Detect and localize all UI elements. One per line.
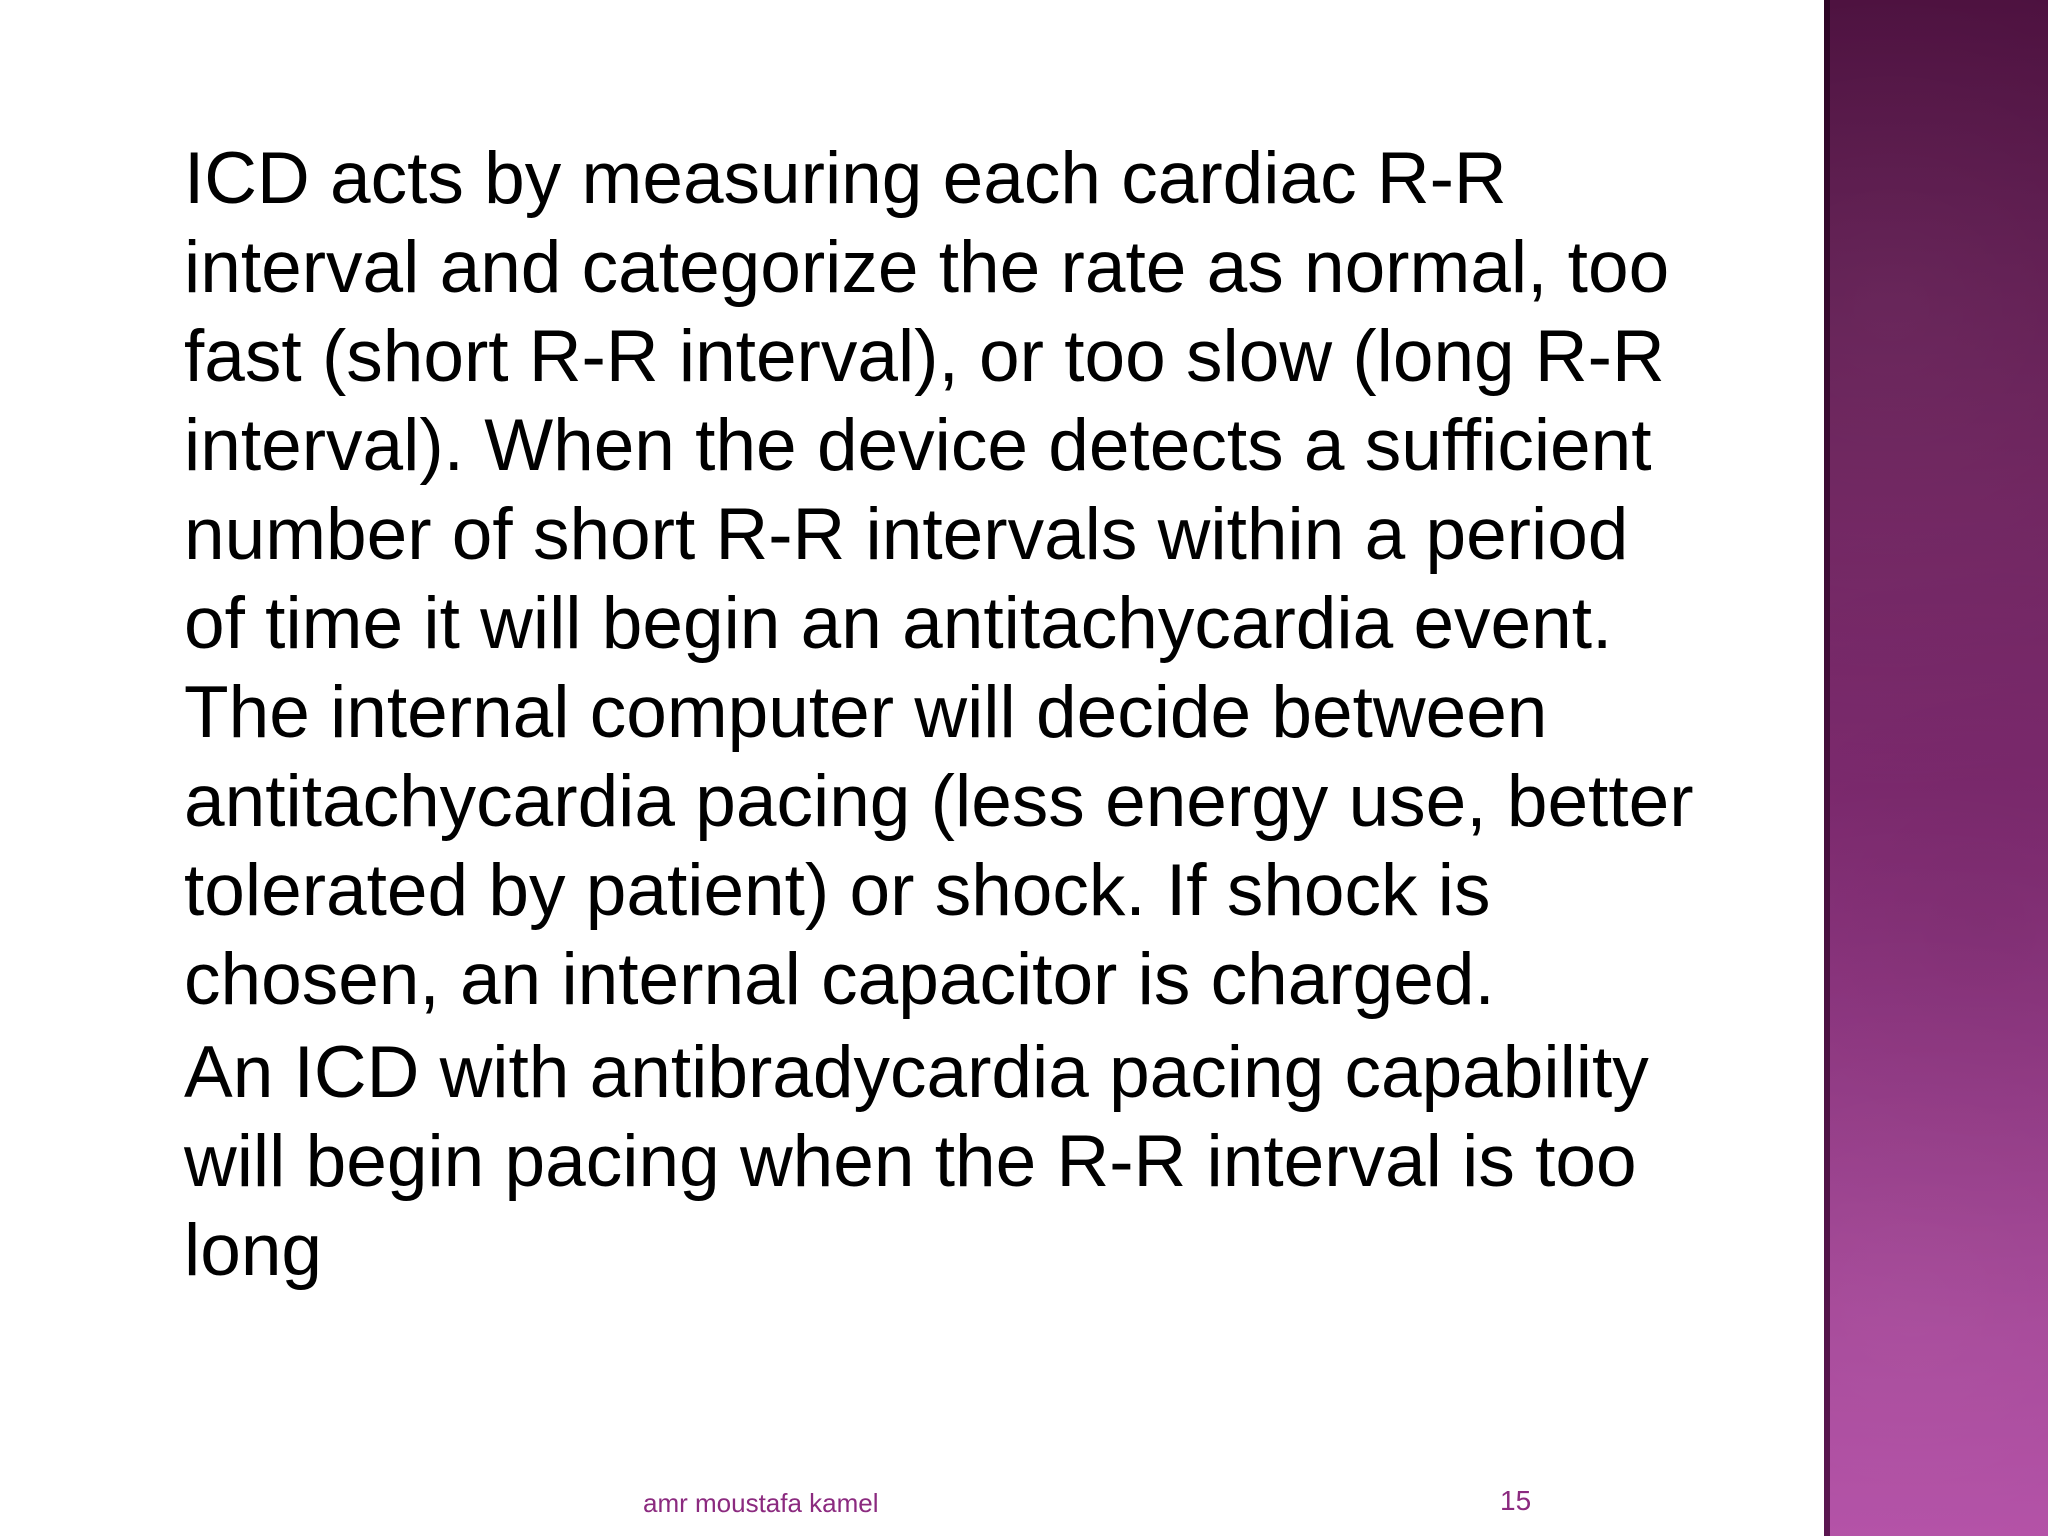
body-paragraph-2: An ICD with antibradycardia pacing capability will begin pacing when the R-R interval is too long	[184, 1032, 1649, 1291]
slide-number: 15	[1500, 1485, 1532, 1516]
decorative-side-band	[1824, 0, 2048, 1536]
footer-author: amr moustafa kamel	[643, 1488, 879, 1518]
body-paragraph-1: ICD acts by measuring each cardiac R-R interval and categorize the rate as normal, too fast (short R-R interval), or too slow (long R-R interval). When the device detects a sufficient number of short R-R intervals within a period of time it will begin an antitachycardia event. The internal computer will decide between antitachycardia pacing (less energy use, better tolerated by patient) or shock. If shock is chosen, an internal capacitor is charged.	[184, 138, 1694, 1020]
slide-body	[184, 134, 1704, 1299]
